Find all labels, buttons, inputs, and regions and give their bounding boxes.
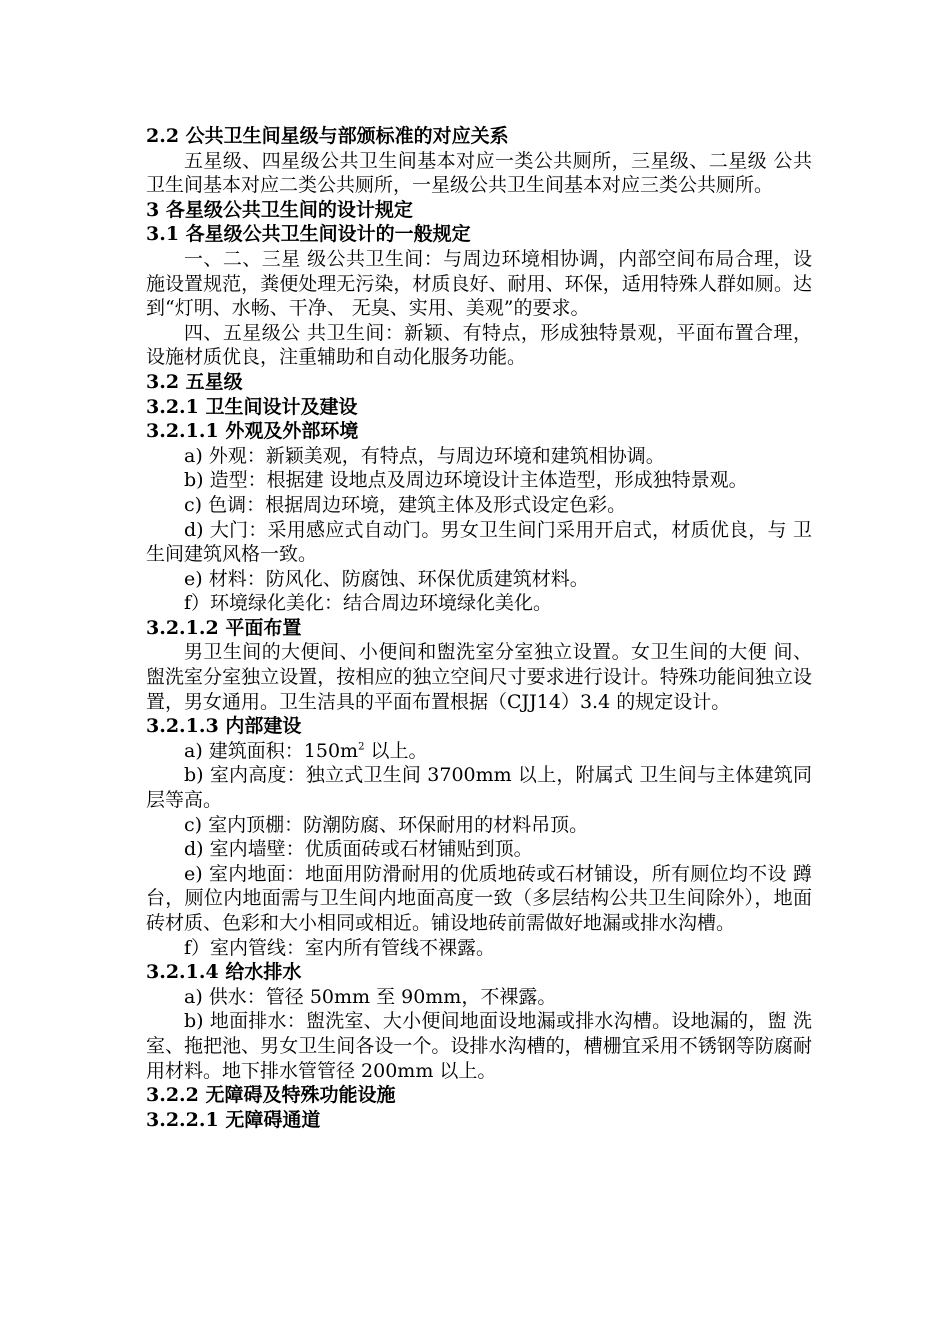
list-item-interior-e: e) 室内地面：地面用防滑耐用的优质地砖或石材铺设，所有厕位均不设 蹲台，厕位内地面需与卫生间内地面高度一致（多层结构公共卫生间除外），地面砖材质、色彩和大小相同或相近。铺设地砖前需做好地漏或排水沟槽。 [146, 862, 812, 934]
heading-3-2-2-1: 3.2.2.1 无障碍通道 [146, 1108, 321, 1131]
heading-3-2-1: 3.2.1 卫生间设计及建设 [146, 395, 358, 418]
heading-3: 3 各星级公共卫生间的设计规定 [146, 198, 413, 221]
heading-3-2-1-4: 3.2.1.4 给水排水 [146, 961, 302, 984]
heading-3-1: 3.1 各星级公共卫生间设计的一般规定 [146, 223, 471, 246]
list-item-exterior-d: d) 大门：采用感应式自动门。男女卫生间门采用开启式，材质优良，与 卫生间建筑风格一致。 [146, 518, 812, 566]
list-item-exterior-c: c) 色调：根据周边环境，建筑主体及形式设定色彩。 [184, 493, 627, 516]
list-item-water-a: a) 供水：管径 50mm 至 90mm，不裸露。 [184, 985, 557, 1008]
list-item-interior-b: b) 室内高度：独立式卫生间 3700mm 以上，附属式 卫生间与主体建筑同层等高。 [146, 764, 812, 812]
heading-3-2-1-1: 3.2.1.1 外观及外部环境 [146, 420, 359, 443]
interior-a-suffix: 以上。 [364, 739, 428, 762]
list-item-interior-f: f）室内管线：室内所有管线不裸露。 [184, 936, 496, 959]
list-item-exterior-b: b) 造型：根据建 设地点及周边环境设计主体造型，形成独特景观。 [184, 469, 748, 492]
paragraph-layout: 男卫生间的大便间、小便间和盥洗室分室独立设置。女卫生间的大便 间、盥洗室分室独立设置，按相应的独立空间尺寸要求进行设计。特殊功能间独立设置，男女通用。卫生洁具的平面布置根据（CJJ14）3.4 的规定设计。 [146, 641, 812, 713]
list-item-interior-c: c) 室内顶棚：防潮防腐、环保耐用的材料吊顶。 [184, 813, 589, 836]
paragraph-2-2: 五星级、四星级公共卫生间基本对应一类公共厕所，三星级、二星级 公共卫生间基本对应二类公共厕所，一星级公共卫生间基本对应三类公共厕所。 [146, 149, 812, 197]
superscript-two: 2 [358, 741, 365, 753]
list-item-interior-a [146, 739, 812, 764]
list-item-interior-d: d) 室内墙壁：优质面砖或石材铺贴到顶。 [184, 838, 533, 861]
interior-a-text: a) 建筑面积：150m [184, 739, 359, 762]
list-item-exterior-e: e) 材料：防风化、防腐蚀、环保优质建筑材料。 [184, 567, 589, 590]
heading-3-2-2: 3.2.2 无障碍及特殊功能设施 [146, 1084, 396, 1107]
heading-2-2: 2.2 公共卫生间星级与部颁标准的对应关系 [146, 125, 509, 147]
paragraph-3-1-b: 四、五星级公 共卫生间：新颖、有特点，形成独特景观，平面布置合理，设施材质优良，注重辅助和自动化服务功能。 [146, 321, 812, 369]
document-page [146, 124, 812, 1132]
heading-3-2-1-2: 3.2.1.2 平面布置 [146, 616, 302, 639]
heading-3-2: 3.2 五星级 [146, 370, 243, 393]
paragraph-3-1-a: 一、二、三星 级公共卫生间：与周边环境相协调，内部空间布局合理，设施设置规范，粪便处理无污染，材质良好、耐用、环保，适用特殊人群如厕。达到“灯明、水畅、干净、 无臭、实用、美观”的要求。 [146, 247, 812, 320]
list-item-water-b: b) 地面排水：盥洗室、大小便间地面设地漏或排水沟槽。设地漏的，盥 洗室、拖把池、男女卫生间各设一个。设排水沟槽的，槽栅宜采用不锈钢等防腐耐用材料。地下排水管管径 200mm 以上。 [146, 1010, 812, 1082]
list-item-exterior-f: f）环境绿化美化：结合周边环境绿化美化。 [184, 592, 553, 615]
list-item-exterior-a: a) 外观：新颖美观，有特点，与周边环境和建筑相协调。 [184, 444, 665, 467]
heading-3-2-1-3: 3.2.1.3 内部建设 [146, 715, 302, 738]
